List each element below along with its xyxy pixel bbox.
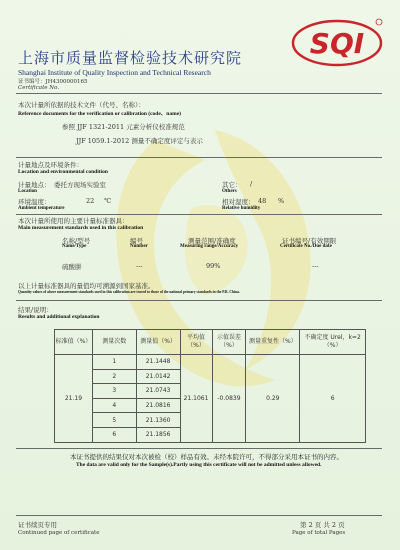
humidity-label-cn: 相对湿度：	[222, 198, 255, 206]
uncertainty-cell: 6	[300, 355, 366, 443]
measured-cell: 21.0142	[136, 369, 180, 384]
header-measured-value: 测量值（%）	[136, 330, 180, 355]
measured-cell: 21.1856	[136, 427, 180, 442]
location-label-cn: 计量地点：	[18, 181, 51, 189]
reference-item-2: JJF 1059.1-2012 测量不确定度评定与表示	[76, 137, 203, 145]
measured-cell: 21.0743	[136, 384, 180, 399]
continued-page-en: Continued page of certificate	[18, 530, 100, 536]
results-title-en: Results and additional explanation	[18, 314, 100, 320]
measured-cell: 21.0816	[136, 398, 180, 413]
col-range-en: Measuring range/Accuracy	[180, 244, 239, 249]
traceability-cn: 以上计量标准器具的量值均可溯源到国家基准。	[18, 282, 155, 290]
measured-cell: 21.1360	[136, 413, 180, 428]
divider-location	[16, 157, 382, 158]
location-label-en: Location	[18, 189, 37, 194]
col-number-en: Number	[130, 244, 148, 249]
repeatability-cell: 0.29	[246, 355, 300, 443]
certificate-number-label-en: Certificate No.	[18, 85, 60, 91]
col-cert-cn: 证书编号/有效期限	[282, 237, 337, 245]
traceability-en: Quantity values of above measurement standards used in this calibration are traced to those of the national primary standards in the P.R. China.	[18, 290, 240, 294]
results-title-cn: 结果/说明：	[18, 306, 53, 314]
page-number-en: Page of total Pages	[292, 530, 346, 536]
humidity-label-en: Relative humidity	[222, 206, 261, 211]
count-cell: 3	[92, 384, 136, 399]
standard-cert: ---	[312, 262, 319, 270]
temperature-label-cn: 环境温度：	[18, 198, 51, 206]
institute-name-en: Shanghai Institute of Quality Inspection and Technical Research	[18, 68, 211, 77]
count-cell: 4	[92, 398, 136, 413]
header-indication-error: 示值误差（%）	[212, 330, 246, 355]
header-divider	[16, 93, 382, 94]
count-cell: 1	[92, 355, 136, 370]
count-cell: 6	[92, 427, 136, 442]
temperature-label-en: Ambient temperature	[18, 206, 65, 211]
measured-cell: 21.1448	[136, 355, 180, 370]
location-title-cn: 计量地点及环境条件：	[18, 161, 83, 169]
col-name-cn: 名称/型号	[62, 237, 91, 245]
reference-item-1: 参照 JJF 1321-2011 元素分析仪校准规范	[62, 123, 185, 131]
header-measurement-count: 测量次数	[92, 330, 136, 355]
validity-note-cn: 本证书提供的结果仅对本次被检（校）样品有效。未经本院许可，不得部分采用本证书的内容。	[70, 453, 343, 461]
error-cell: -0.0839	[212, 355, 246, 443]
standard-name: 硫酸肼	[62, 263, 82, 271]
certificate-number: 证书编号：JH4300000165	[18, 79, 88, 85]
location-title-en: Location and environmental condition	[18, 169, 108, 175]
table-row	[55, 355, 366, 370]
validity-note-en: The data are valid only for the Sample(s).Partly using this certificate will not be admitted unless allowed.	[76, 462, 322, 468]
col-name-en: Name/Type	[62, 244, 87, 249]
average-cell: 21.1061	[180, 355, 212, 443]
others-value: /	[250, 180, 253, 188]
header-uncertainty: 不确定度 Urel，k=2（%）	[300, 330, 366, 355]
sqi-logo	[290, 16, 385, 68]
continued-page-cn: 证书续页专用	[18, 521, 57, 529]
standard-number: ---	[136, 262, 143, 270]
count-cell: 5	[92, 413, 136, 428]
header-average: 平均值（%）	[180, 330, 212, 355]
col-range-cn: 测量范围/准确度	[188, 237, 236, 245]
results-table	[54, 329, 366, 443]
institute-name-cn: 上海市质量监督检验技术研究院	[18, 49, 243, 67]
location-value: 委托方现场实验室	[54, 181, 106, 189]
divider-standards	[16, 214, 382, 215]
standard-value-cell: 21.19	[55, 355, 93, 443]
reference-title-cn: 本次计量所依据的技术文件（代号、名称）：	[18, 101, 145, 109]
count-cell: 2	[92, 369, 136, 384]
divider-bottom	[16, 515, 382, 516]
divider-results	[16, 300, 382, 301]
divider-footer	[16, 448, 382, 449]
humidity-value: 48	[258, 197, 267, 205]
standards-title-cn: 本次计量所使用的主要计量标准器具：	[18, 217, 129, 225]
header-repeatability: 测量重复性（%）	[246, 330, 300, 355]
temperature-unit: ℃	[104, 197, 112, 205]
col-cert-en: Certificate No./Due date	[280, 244, 332, 249]
reference-title-en: Reference documents for the verification or calibration (code、name)	[18, 111, 181, 117]
standard-range: 99%	[206, 262, 221, 270]
temperature-value: 22	[86, 197, 95, 205]
header-standard-value: 标准值（%）	[55, 330, 93, 355]
col-number-cn: 编号	[130, 237, 143, 245]
logo-text: SQI	[309, 27, 365, 60]
standards-title-en: Main measurement standards used in this calibration	[18, 225, 144, 231]
humidity-unit: %	[278, 197, 285, 205]
others-label-en: Others	[222, 189, 237, 194]
page-number-cn: 第 2 页 共 2 页	[300, 521, 345, 529]
others-label-cn: 其它：	[222, 181, 242, 189]
results-header-row	[55, 330, 366, 355]
